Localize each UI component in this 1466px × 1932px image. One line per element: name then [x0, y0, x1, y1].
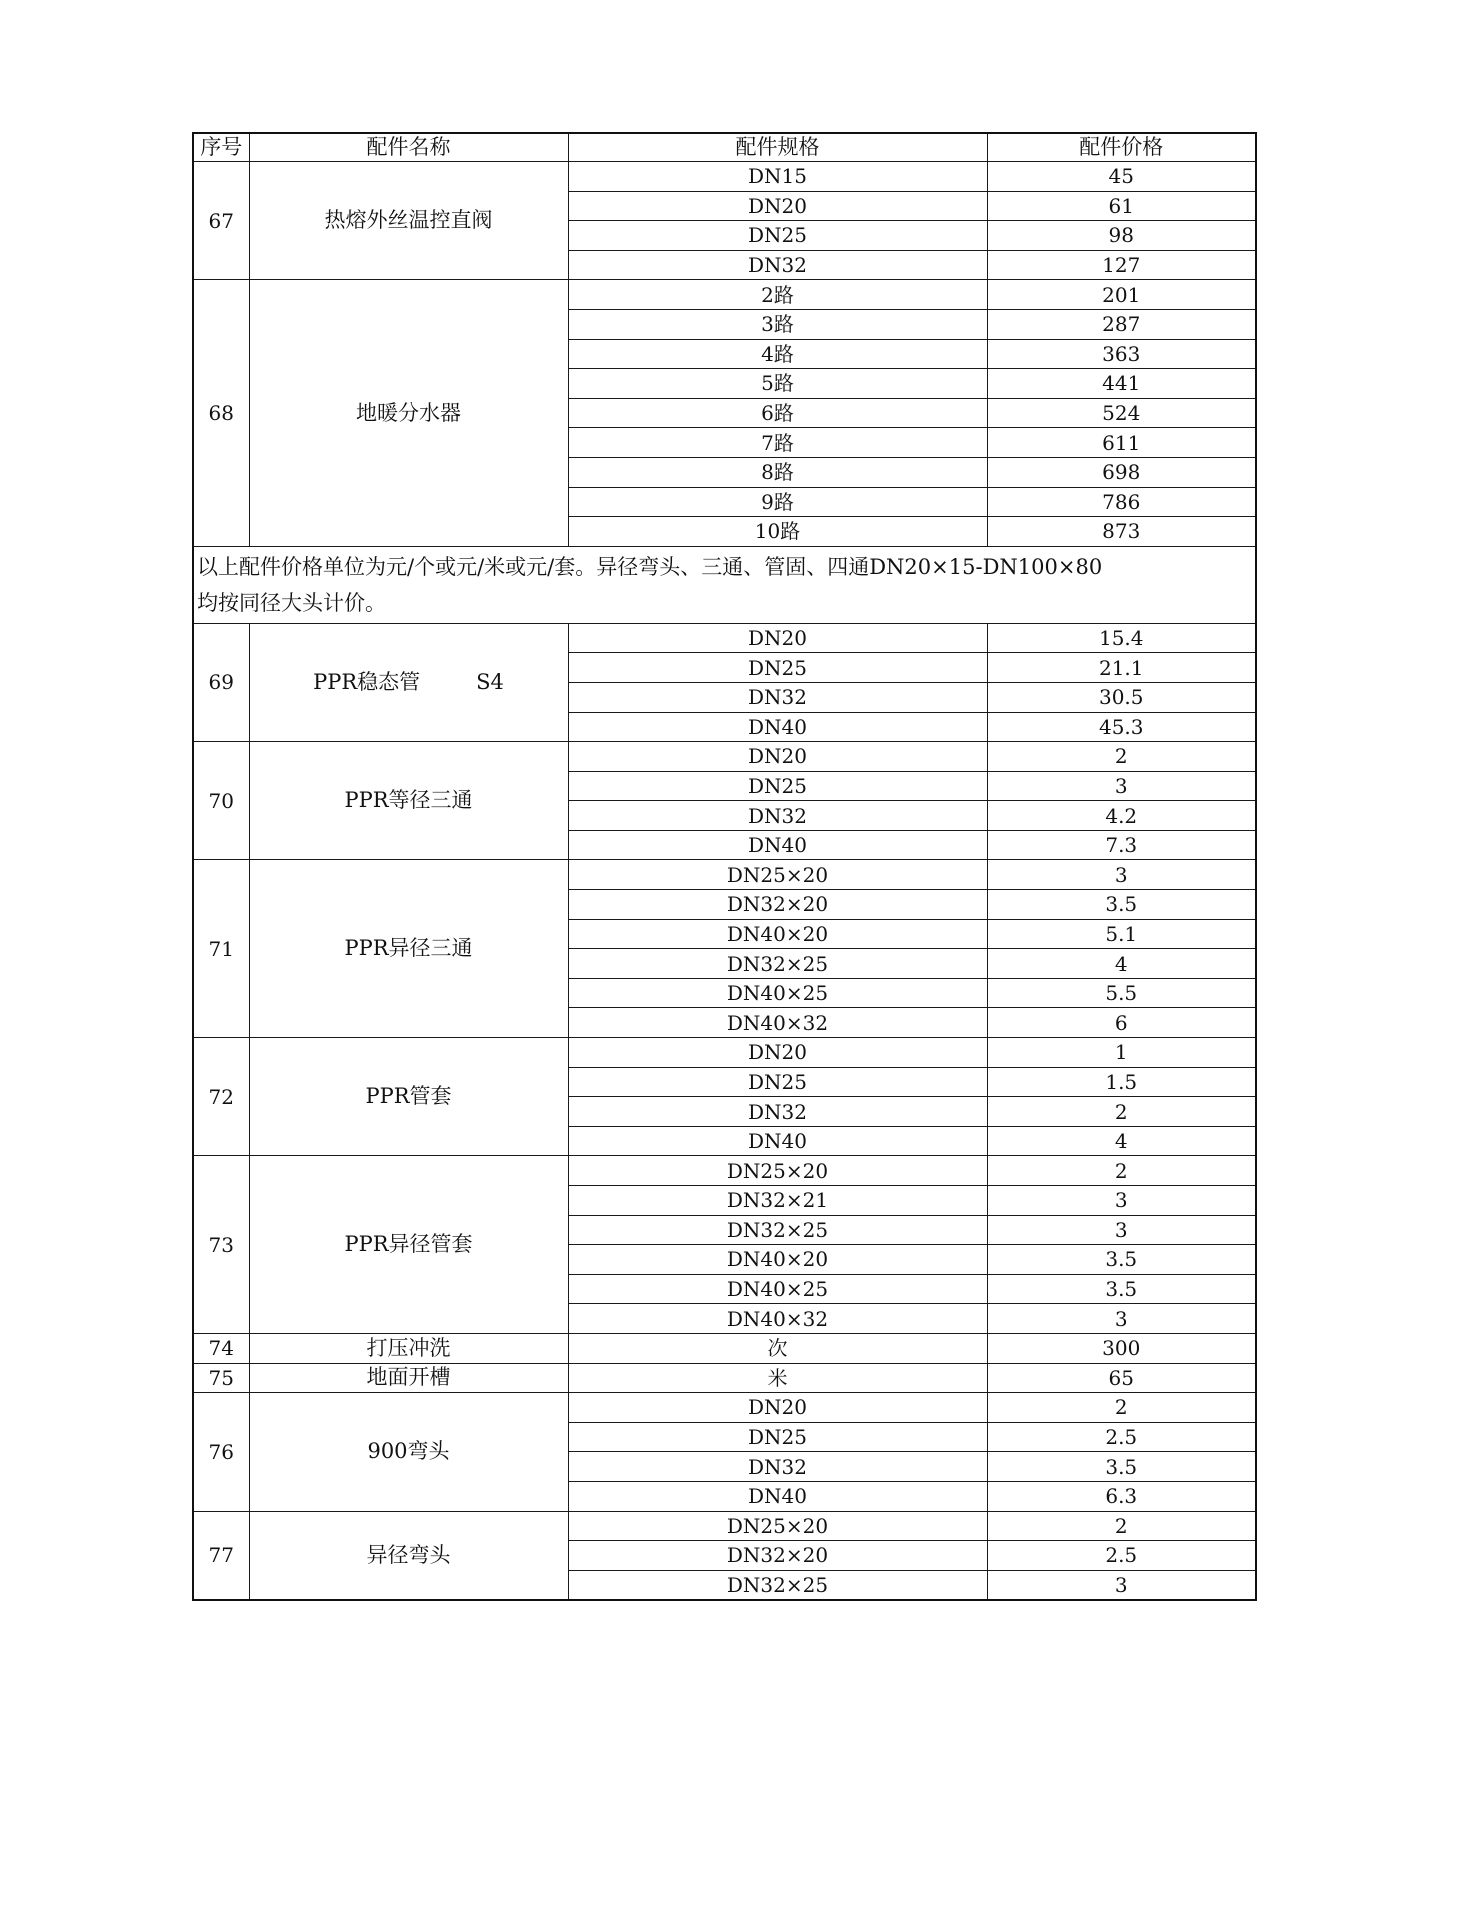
- spec-cell: DN20: [568, 1393, 987, 1423]
- spec-cell: DN25: [568, 221, 987, 251]
- item-name: [249, 1393, 568, 1511]
- table-row: [193, 1333, 1256, 1363]
- item-name: [249, 623, 568, 741]
- spec-cell: DN32×20: [568, 890, 987, 920]
- price-cell: 5.5: [987, 978, 1256, 1008]
- price-cell: 61: [987, 191, 1256, 221]
- price-cell: 2: [987, 1097, 1256, 1127]
- item-name-text: 900弯头: [367, 1439, 450, 1464]
- price-cell: 3: [987, 1186, 1256, 1216]
- item-name-text: 地面开槽: [366, 1365, 451, 1390]
- table-row: [193, 162, 1256, 192]
- header-seq: 序号: [193, 133, 249, 162]
- spec-cell: DN32: [568, 250, 987, 280]
- item-name-text: 异径弯头: [366, 1542, 451, 1567]
- spec-cell: DN40×20: [568, 919, 987, 949]
- table-row: [193, 1511, 1256, 1541]
- spec-cell: DN25: [568, 1067, 987, 1097]
- note-line-1: 以上配件价格单位为元/个或元/米或元/套。异径弯头、三通、管固、四通DN20×15-DN100×80: [197, 554, 1103, 579]
- spec-cell: 9路: [568, 487, 987, 517]
- spec-cell: DN40: [568, 830, 987, 860]
- price-cell: 15.4: [987, 623, 1256, 653]
- spec-cell: DN40×25: [568, 1274, 987, 1304]
- price-cell: 1: [987, 1038, 1256, 1068]
- price-cell: 4.2: [987, 801, 1256, 831]
- pricing-note: [193, 546, 1256, 623]
- spec-cell: DN40×32: [568, 1304, 987, 1334]
- price-cell: 2: [987, 742, 1256, 772]
- spec-cell: 5路: [568, 369, 987, 399]
- price-cell: 441: [987, 369, 1256, 399]
- header-name: 配件名称: [249, 133, 568, 162]
- price-cell: 4: [987, 949, 1256, 979]
- spec-cell: DN32×25: [568, 949, 987, 979]
- fittings-price-table: [192, 132, 1257, 1601]
- item-seq: 72: [193, 1038, 249, 1156]
- table-row: [193, 280, 1256, 310]
- spec-cell: 7路: [568, 428, 987, 458]
- price-cell: 5.1: [987, 919, 1256, 949]
- spec-cell: DN32: [568, 1452, 987, 1482]
- spec-cell: DN40: [568, 1481, 987, 1511]
- price-document: [192, 132, 1255, 1601]
- item-name: [249, 162, 568, 280]
- spec-cell: 4路: [568, 339, 987, 369]
- price-cell: 2.5: [987, 1541, 1256, 1571]
- spec-cell: 6路: [568, 398, 987, 428]
- item-name: [249, 742, 568, 860]
- spec-cell: DN20: [568, 623, 987, 653]
- price-cell: 287: [987, 309, 1256, 339]
- item-name: [249, 860, 568, 1038]
- price-cell: 524: [987, 398, 1256, 428]
- spec-cell: DN25: [568, 771, 987, 801]
- table-row: [193, 623, 1256, 653]
- price-cell: 698: [987, 457, 1256, 487]
- price-cell: 127: [987, 250, 1256, 280]
- spec-cell: DN25: [568, 1422, 987, 1452]
- price-cell: 3.5: [987, 1245, 1256, 1275]
- spec-cell: DN32×20: [568, 1541, 987, 1571]
- spec-cell: DN25×20: [568, 1511, 987, 1541]
- price-cell: 6.3: [987, 1481, 1256, 1511]
- price-cell: 21.1: [987, 653, 1256, 683]
- spec-cell: DN40×25: [568, 978, 987, 1008]
- item-seq: 77: [193, 1511, 249, 1600]
- spec-cell: 次: [568, 1333, 987, 1363]
- item-name: [249, 1333, 568, 1363]
- spec-cell: DN40×20: [568, 1245, 987, 1275]
- spec-cell: DN32×21: [568, 1186, 987, 1216]
- item-name: [249, 280, 568, 546]
- spec-cell: DN25×20: [568, 1156, 987, 1186]
- item-seq: 76: [193, 1393, 249, 1511]
- price-cell: 300: [987, 1333, 1256, 1363]
- item-name-text: PPR异径管套: [344, 1232, 473, 1257]
- spec-cell: 2路: [568, 280, 987, 310]
- item-name-text: PPR管套: [365, 1084, 452, 1109]
- item-seq: 74: [193, 1333, 249, 1363]
- item-seq: 75: [193, 1363, 249, 1393]
- item-name-text: 热熔外丝温控直阀: [324, 208, 493, 233]
- item-seq: 69: [193, 623, 249, 741]
- item-seq: 73: [193, 1156, 249, 1334]
- spec-cell: DN20: [568, 742, 987, 772]
- table-row: [193, 860, 1256, 890]
- price-cell: 3: [987, 771, 1256, 801]
- price-cell: 873: [987, 517, 1256, 547]
- price-cell: 3: [987, 1215, 1256, 1245]
- price-cell: 6: [987, 1008, 1256, 1038]
- price-cell: 3.5: [987, 890, 1256, 920]
- price-cell: 3.5: [987, 1274, 1256, 1304]
- spec-cell: DN40×32: [568, 1008, 987, 1038]
- price-cell: 98: [987, 221, 1256, 251]
- spec-cell: DN40: [568, 1126, 987, 1156]
- item-seq: 68: [193, 280, 249, 546]
- item-name: [249, 1156, 568, 1334]
- price-cell: 7.3: [987, 830, 1256, 860]
- spec-cell: DN32×25: [568, 1570, 987, 1600]
- price-cell: 1.5: [987, 1067, 1256, 1097]
- item-name: [249, 1511, 568, 1600]
- price-cell: 201: [987, 280, 1256, 310]
- table-row: [193, 742, 1256, 772]
- table-row: [193, 1363, 1256, 1393]
- price-cell: 2: [987, 1393, 1256, 1423]
- header-price: 配件价格: [987, 133, 1256, 162]
- price-cell: 363: [987, 339, 1256, 369]
- spec-cell: 米: [568, 1363, 987, 1393]
- spec-cell: DN25: [568, 653, 987, 683]
- item-name-text: PPR异径三通: [344, 936, 473, 961]
- spec-cell: 3路: [568, 309, 987, 339]
- spec-cell: DN40: [568, 712, 987, 742]
- spec-cell: DN20: [568, 1038, 987, 1068]
- spec-cell: DN15: [568, 162, 987, 192]
- price-cell: 45.3: [987, 712, 1256, 742]
- item-name-text: 打压冲洗: [366, 1335, 451, 1360]
- item-name-text: 地暖分水器: [356, 400, 461, 425]
- price-cell: 2: [987, 1156, 1256, 1186]
- table-row: [193, 1038, 1256, 1068]
- spec-cell: DN20: [568, 191, 987, 221]
- price-cell: 2: [987, 1511, 1256, 1541]
- item-name: [249, 1038, 568, 1156]
- item-seq: 71: [193, 860, 249, 1038]
- spec-cell: DN32: [568, 801, 987, 831]
- spec-cell: 10路: [568, 517, 987, 547]
- item-name-text: PPR稳态管: [313, 669, 421, 694]
- note-row: [193, 546, 1256, 623]
- note-line-2: 均按同径大头计价。: [197, 590, 386, 615]
- price-cell: 3: [987, 1570, 1256, 1600]
- table-body: [193, 133, 1256, 1600]
- item-seq: 67: [193, 162, 249, 280]
- item-seq: 70: [193, 742, 249, 860]
- table-row: [193, 1156, 1256, 1186]
- spec-cell: 8路: [568, 457, 987, 487]
- spec-cell: DN32: [568, 682, 987, 712]
- price-cell: 3: [987, 860, 1256, 890]
- price-cell: 30.5: [987, 682, 1256, 712]
- price-cell: 3.5: [987, 1452, 1256, 1482]
- header-row: [193, 133, 1256, 162]
- price-cell: 611: [987, 428, 1256, 458]
- spec-cell: DN25×20: [568, 860, 987, 890]
- table-row: [193, 1393, 1256, 1423]
- price-cell: 4: [987, 1126, 1256, 1156]
- price-cell: 786: [987, 487, 1256, 517]
- item-name: [249, 1363, 568, 1393]
- price-cell: 65: [987, 1363, 1256, 1393]
- item-grade: S4: [476, 669, 504, 694]
- spec-cell: DN32×25: [568, 1215, 987, 1245]
- price-cell: 3: [987, 1304, 1256, 1334]
- header-spec: 配件规格: [568, 133, 987, 162]
- spec-cell: DN32: [568, 1097, 987, 1127]
- item-name-text: PPR等径三通: [344, 788, 473, 813]
- price-cell: 2.5: [987, 1422, 1256, 1452]
- price-cell: 45: [987, 162, 1256, 192]
